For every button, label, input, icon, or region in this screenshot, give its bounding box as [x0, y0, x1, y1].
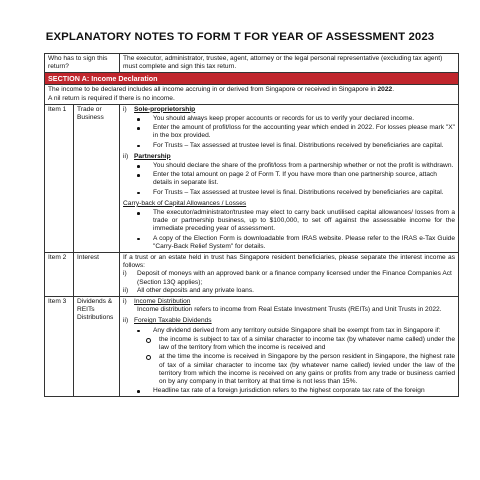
page-title: EXPLANATORY NOTES TO FORM T FOR YEAR OF ASSESSMENT 2023: [45, 31, 435, 43]
item2-name: Interest: [74, 253, 120, 297]
carry-back-heading: Carry-back of Capital Allowances / Losses: [123, 199, 247, 207]
list-item: at the time the income is received in Singapore by the person resident in Singapore, the highest rate of tax of a similar character to income tax (by whatever name called) levied under the law of the territory from which the income is received on any gains or profits from any trade or business carried on by any company in that territory at that time is not less than 15%.: [145, 353, 455, 386]
list-item: the income is subject to tax of a similar character to income tax (by whatever name called) under the law of the territory from which the income is received and: [145, 336, 455, 352]
who-text: The executor, administrator, trustee, agent, attorney or the legal personal representative (excluding tax agent) must complete and sign this tax return.: [120, 54, 459, 73]
intro-year: 2022: [377, 86, 393, 94]
who-label: Who has to sign this return?: [45, 54, 120, 73]
section-a-title: SECTION A: Income Declaration: [45, 73, 459, 85]
item1-content: i) Sole-proprietorship You should always keep proper accounts or records for us to verify your declared income. Enter the amount of profit/loss for the accounting year which ended in 2022. For losses please mark "X" in the box provided. For Trusts – Tax assessed at trustee level is final. Distributions received by beneficiaries are capital. ii) Partnership You should declare the share of the profit/loss from a partnership whether or not the profit is withdrawn. Enter the total amount on page 2 of Form T. If you have more than one partnership source, attach details in separate list. For Trusts – Tax assessed at trustee level is final. Distributions received by beneficiaries are capital. Carry-back of Capital Allowances / Losses The executor/administrator/trustee may elect to carry back unutilised capital allowances/ losses from a trade or partnership business, up to $100,000, to set off against the assessable income for the immediate preceding year of assessment. A copy of the Election Form is downloadable from IRAS website. Please refer to the IRAS e-Tax Guide "Carry-Back Relief System" for details.: [120, 104, 459, 252]
list-item: You should always keep proper accounts or records for us to verify your declared income.: [133, 115, 455, 123]
partnership-heading: Partnership: [134, 152, 171, 160]
section-a-header-row: [45, 73, 459, 85]
income-distribution-text: Income distribution refers to income from Real Estate Investment Trusts (REITs) and Unit Trusts in 2022.: [137, 306, 442, 314]
item3-row: [45, 297, 459, 397]
item2-label: Item 2: [45, 253, 74, 297]
item3-name: Dividends & REITs Distributions: [74, 297, 120, 397]
list-item: ii) All other deposits and any private loans.: [123, 286, 254, 294]
list-item: You should declare the share of the profit/loss from a partnership whether or not the profit is withdrawn.: [133, 162, 455, 170]
list-item: For Trusts – Tax assessed at trustee level is final. Distributions received by beneficiaries are capital.: [133, 189, 455, 197]
list-item: The executor/administrator/trustee may elect to carry back unutilised capital allowances/ losses from a trade or partnership business, up to $100,000, to set off against the assessable income for the immediate preceding year of assessment.: [133, 209, 455, 234]
list-item: i) Deposit of moneys with an approved bank or a finance company licensed under the Finance Companies Act (Section 13Q applies);: [123, 270, 452, 286]
item2-row: [45, 253, 459, 297]
nil-return-note: A nil return is required if there is no income.: [48, 94, 175, 102]
list-item: Any dividend derived from any territory outside Singapore shall be exempt from tax in Singapore if:: [133, 327, 455, 335]
who-row: [45, 54, 459, 73]
item1-label: Item 1: [45, 104, 74, 252]
item1-row: [45, 104, 459, 252]
list-item: Enter the amount of profit/loss for the accounting year which ended in 2022. For losses please mark "X" in the box provided.: [133, 124, 455, 140]
item3-content: i) Income Distribution Income distribution refers to income from Real Estate Investment Trusts (REITs) and Unit Trusts in 2022. ii) Foreign Taxable Dividends Any dividend derived from any territory outside Singapore shall be exempt from tax in Singapore if: the income is subject to tax of a similar character to income tax (by whatever name called) under the law of the territory from which the income is received and at the time the income is received in Singapore by the person resident in Singapore, the highest rate of tax of a similar character to income tax (by whatever name called) levied under the law of the territory from which the income is received on any gains or profits from any trade or business carried on by any company in that territory at that time is not less than 15%. Headline tax rate of a foreign jurisdiction refers to the highest corporate tax rate of the foreign: [120, 297, 459, 397]
notes-table: [44, 53, 459, 397]
section-a-intro: The income to be declared includes all income accruing in or derived from Singapore or received in Singapore in 2022. A nil return is required if there is no income.: [45, 85, 459, 104]
item3-label: Item 3: [45, 297, 74, 397]
item2-intro: If a trust or an estate held in trust has Singapore resident beneficiaries, please separate the interest income as follows:: [123, 254, 455, 270]
list-item: Headline tax rate of a foreign jurisdiction refers to the highest corporate tax rate of the foreign: [133, 387, 455, 395]
item1-name: Trade or Business: [74, 104, 120, 252]
list-item: Enter the total amount on page 2 of Form T. If you have more than one partnership source, attach details in separate list.: [133, 171, 455, 187]
list-item: A copy of the Election Form is downloadable from IRAS website. Please refer to the IRAS e-Tax Guide "Carry-Back Relief System" for details.: [133, 235, 455, 251]
item2-content: [120, 253, 459, 297]
sole-proprietorship-heading: Sole-proprietorship: [134, 105, 196, 113]
income-distribution-heading: Income Distribution: [134, 298, 191, 306]
foreign-dividends-heading: Foreign Taxable Dividends: [134, 317, 212, 325]
section-a-intro-row: [45, 85, 459, 104]
list-item: For Trusts – Tax assessed at trustee level is final. Distributions received by beneficiaries are capital.: [133, 142, 455, 150]
